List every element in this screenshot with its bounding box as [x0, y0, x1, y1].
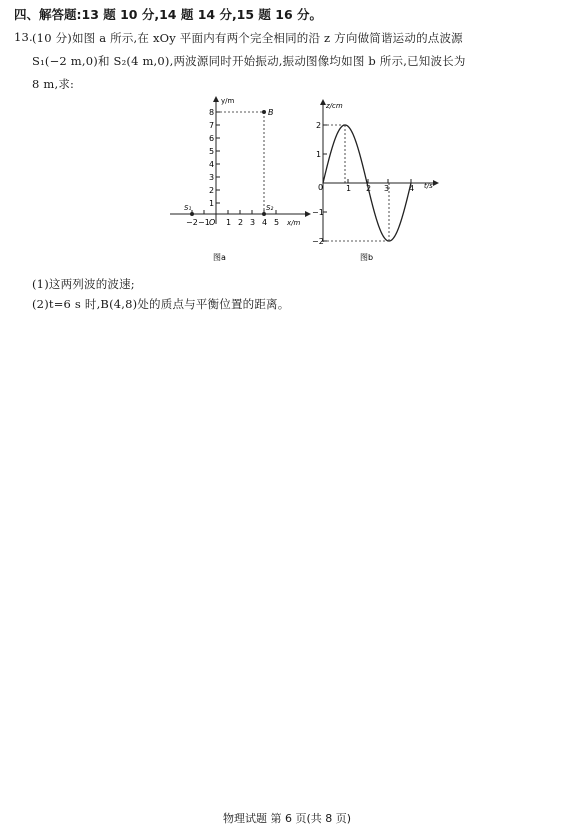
fig-a-x-tick: −1 — [198, 218, 210, 227]
fig-a-y-tick: 4 — [209, 160, 215, 169]
subquestion-2: (2)t=6 s 时,B(4,8)处的质点与平衡位置的距离。 — [32, 297, 290, 311]
fig-a-source-s1 — [190, 212, 194, 216]
fig-b-origin: 0 — [318, 183, 324, 192]
fig-a-y-tick: 5 — [209, 147, 215, 156]
fig-a-caption: 图a — [213, 253, 226, 262]
fig-a-origin: O — [209, 218, 216, 227]
fig-b-y-tick: −2 — [312, 237, 324, 246]
fig-a-y-tick: 7 — [209, 121, 215, 130]
fig-a-x-tick: −2 — [186, 218, 198, 227]
fig-b-x-tick: 4 — [409, 184, 415, 193]
question-line-2: S₁(−2 m,0)和 S₂(4 m,0),两波源同时开始振动,振动图像均如图 b 所示,已知波长为 — [32, 54, 466, 68]
fig-a-x-tick: 1 — [226, 218, 232, 227]
fig-a-x-tick: 4 — [262, 218, 268, 227]
section-heading: 四、解答题:13 题 10 分,14 题 14 分,15 题 16 分。 — [14, 7, 323, 22]
fig-a-y-label: y/m — [221, 97, 235, 105]
page-footer: 物理试题 第 6 页(共 8 页) — [222, 812, 352, 825]
subquestion-1: (1)这两列波的波速; — [32, 277, 135, 291]
fig-a-point-b — [262, 110, 266, 114]
fig-b-caption: 图b — [360, 253, 374, 262]
question-line-3: 8 m,求: — [32, 77, 75, 91]
fig-a-s2-label: S₂ — [266, 204, 274, 212]
fig-a-y-tick: 8 — [209, 108, 215, 117]
fig-b-x-tick: 1 — [346, 184, 352, 193]
fig-b-x-tick: 3 — [384, 184, 390, 193]
figure-a — [165, 92, 315, 271]
fig-a-x-tick: 5 — [274, 218, 280, 227]
fig-b-x-tick: 2 — [366, 184, 372, 193]
fig-b-x-label: t/s — [424, 182, 433, 190]
fig-b-x-ticks — [346, 179, 414, 193]
fig-b-y-tick: −1 — [312, 208, 324, 217]
fig-a-source-s2 — [262, 212, 266, 216]
fig-a-x-tick: 2 — [238, 218, 244, 227]
figure-b — [308, 92, 450, 271]
fig-b-y-label: z/cm — [326, 102, 343, 110]
fig-a-y-tick: 6 — [209, 134, 215, 143]
fig-a-s1-label: S₁ — [184, 204, 192, 212]
fig-b-y-tick: 1 — [316, 150, 322, 159]
fig-b-y-tick: 2 — [316, 121, 322, 130]
fig-a-x-label: x/m — [287, 219, 301, 227]
fig-a-y-tick: 3 — [209, 173, 215, 182]
fig-a-y-tick: 1 — [209, 199, 215, 208]
fig-a-point-b-label: B — [268, 108, 274, 117]
fig-a-x-tick: 3 — [250, 218, 256, 227]
question-line-1: (10 分)如图 a 所示,在 xOy 平面内有两个完全相同的沿 z 方向做简谐运动的点波源 — [32, 31, 463, 45]
fig-a-y-tick: 2 — [209, 186, 215, 195]
question-number: 13. — [14, 30, 33, 44]
fig-a-y-ticks — [209, 108, 220, 208]
